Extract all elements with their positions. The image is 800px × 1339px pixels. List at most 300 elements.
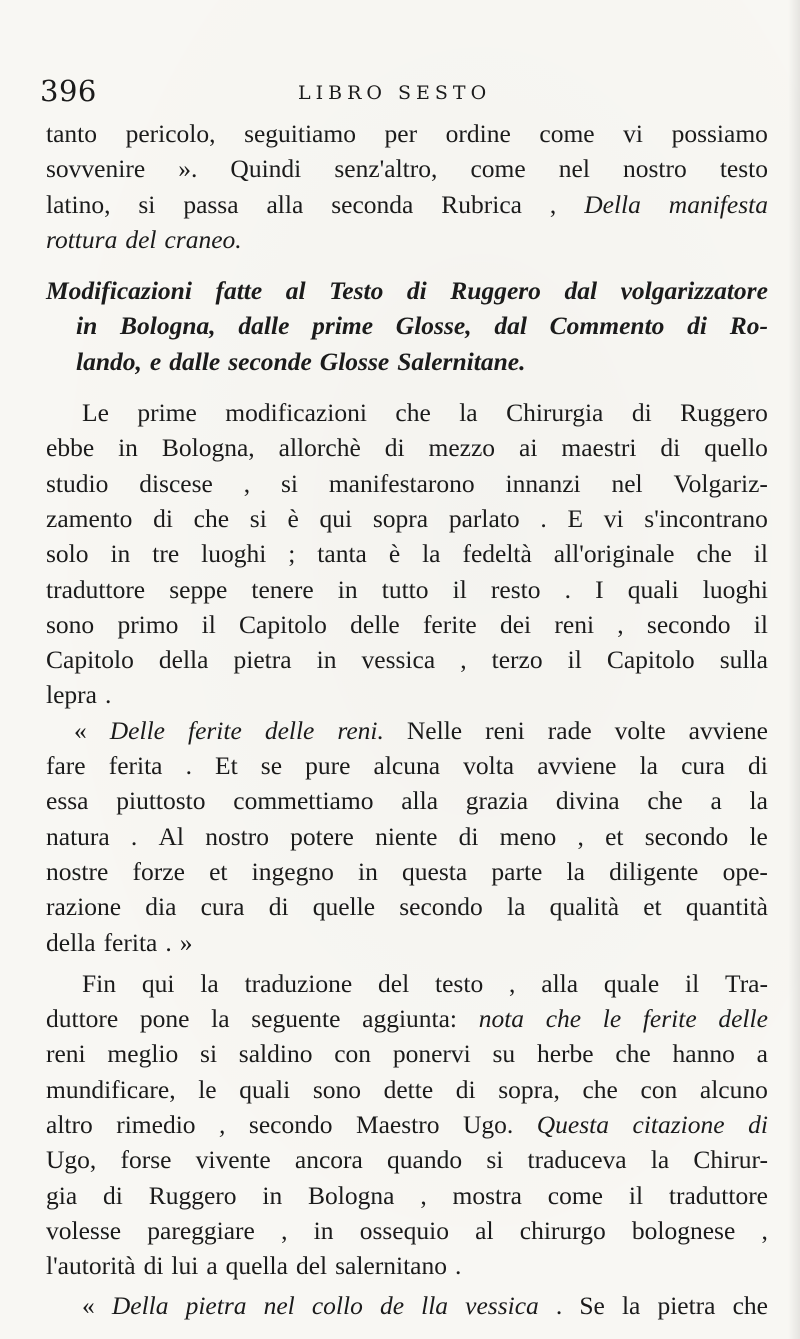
word: innanzi	[505, 468, 581, 498]
text-line	[46, 222, 768, 257]
word: forse	[120, 1145, 172, 1175]
word: ,	[577, 821, 584, 851]
word: nostre	[46, 856, 109, 886]
word: Se	[579, 1290, 605, 1320]
word: ferite	[422, 609, 477, 639]
word: le	[749, 821, 768, 851]
word: ferite	[642, 1004, 697, 1034]
word: al	[285, 276, 306, 306]
word: pietra	[185, 1290, 247, 1320]
word: latino,	[46, 189, 111, 219]
text-line	[46, 925, 768, 960]
word: ponervi	[392, 1039, 471, 1069]
word: quelle	[312, 892, 376, 922]
word: all'originale	[553, 539, 675, 569]
word: del	[378, 968, 410, 998]
word: gia	[46, 1180, 78, 1210]
word: ope-	[722, 856, 768, 886]
word: quali	[239, 1074, 291, 1104]
word: Commento	[549, 311, 665, 341]
word: quello	[704, 433, 768, 463]
word: .	[165, 927, 172, 957]
word: come	[470, 154, 526, 184]
word: ordine	[445, 119, 511, 148]
word: secondo	[399, 892, 483, 922]
word: cura	[200, 892, 245, 922]
word: la	[650, 1145, 670, 1175]
word: Ruggero	[680, 398, 768, 428]
word: ferite	[187, 715, 242, 745]
word: quando	[387, 1145, 463, 1175]
word: Al	[158, 821, 184, 851]
word: pone	[139, 1004, 190, 1034]
word: le	[198, 1074, 217, 1104]
word: si	[280, 468, 298, 498]
word: di	[143, 1251, 164, 1281]
word: dia	[145, 892, 177, 922]
word: la	[459, 398, 478, 428]
word: Tra-	[725, 968, 768, 998]
word: che	[395, 398, 431, 428]
word: in	[313, 1215, 334, 1245]
word: vivente	[195, 1145, 271, 1175]
word: pareggiare	[147, 1215, 255, 1245]
word: Capitolo	[46, 645, 134, 675]
word: saldino	[238, 1039, 313, 1069]
word: Chirurgia	[506, 398, 604, 428]
word: prime	[312, 311, 374, 341]
word: di	[384, 433, 405, 463]
word: grazia	[465, 786, 529, 816]
word: citazione	[632, 1110, 725, 1140]
word: allorchè	[278, 433, 361, 463]
word: sopra	[372, 503, 429, 533]
word: pure	[305, 751, 351, 781]
word: chirurgo	[519, 1215, 606, 1245]
word: resto	[490, 574, 541, 604]
word: seconda	[331, 189, 414, 219]
text-line	[46, 1072, 768, 1107]
word: et	[209, 856, 228, 886]
text-line	[46, 501, 768, 536]
word: testo	[719, 154, 768, 184]
word: .	[130, 821, 138, 851]
word: herbe	[536, 1039, 594, 1069]
word: ,	[420, 1180, 427, 1210]
word: Glosse,	[395, 311, 472, 341]
word: di	[748, 751, 768, 781]
text-line	[46, 889, 768, 924]
word: alla	[541, 968, 579, 998]
text-line	[46, 1142, 768, 1177]
body-text	[46, 116, 768, 1323]
word: il	[685, 968, 700, 998]
word: sovvenire	[46, 154, 146, 184]
word: che	[696, 539, 732, 569]
word: »	[179, 927, 193, 957]
word: sulla	[719, 645, 768, 675]
word: nostro	[622, 154, 687, 184]
paragraph-gap	[46, 379, 768, 395]
word: che	[732, 1290, 768, 1320]
running-head: LIBRO SESTO	[298, 82, 492, 104]
word: in	[110, 539, 131, 569]
word: al	[475, 1215, 494, 1245]
word: ,	[509, 968, 516, 998]
word: delle	[350, 609, 400, 639]
word: Ugo,	[46, 1145, 97, 1175]
word: s'incontrano	[644, 503, 768, 533]
word: Testo	[329, 276, 384, 306]
word: tre	[152, 539, 180, 569]
section-heading	[46, 273, 768, 379]
word: studio	[46, 468, 109, 498]
word: .	[455, 1251, 462, 1281]
word: alla	[266, 189, 304, 219]
word: di	[631, 398, 652, 428]
word: potere	[290, 821, 354, 851]
word: seppe	[169, 574, 228, 604]
paragraph	[46, 966, 768, 1284]
word: nostro	[205, 821, 269, 851]
word: tenere	[251, 574, 314, 604]
word: di	[153, 503, 173, 533]
word: nota	[478, 1004, 525, 1034]
word: che	[647, 786, 683, 816]
word: che	[582, 1074, 618, 1104]
text-line	[46, 430, 768, 465]
word: .	[185, 751, 192, 781]
word: in	[316, 645, 337, 675]
text-line	[46, 466, 768, 501]
word: Fin	[82, 968, 117, 998]
text-line	[46, 854, 768, 889]
word: seconde	[228, 346, 312, 376]
word: alcuno	[699, 1074, 768, 1104]
text-line	[46, 642, 768, 677]
word: avviene	[537, 751, 617, 781]
word: reni	[46, 1039, 86, 1069]
word: come	[539, 119, 595, 148]
word: luoghi	[201, 539, 267, 569]
word: Bologna,	[161, 433, 255, 463]
word: vessica	[465, 1290, 539, 1320]
word: tutto	[381, 574, 429, 604]
word: mezzo	[428, 433, 496, 463]
word: qualità	[549, 892, 620, 922]
word: di	[748, 1110, 768, 1140]
word: bolognese	[631, 1215, 736, 1245]
word: vi	[603, 503, 624, 533]
word: lando,	[76, 346, 142, 376]
word: E	[567, 503, 584, 533]
word: nel	[558, 154, 590, 184]
word: secondo	[646, 609, 731, 639]
word: con	[640, 1074, 678, 1104]
word: traduttore	[46, 574, 146, 604]
text-line	[46, 819, 768, 854]
word: passa	[183, 189, 239, 219]
text-line	[46, 966, 768, 1001]
word: Salernitane.	[397, 346, 526, 376]
text-line	[46, 1107, 768, 1142]
word: diligente	[609, 856, 699, 886]
word: dal	[494, 311, 527, 341]
word: di	[103, 1180, 123, 1210]
word: rade	[547, 715, 592, 745]
text-line	[46, 273, 768, 308]
text-line	[46, 783, 768, 818]
word: Bologna,	[120, 311, 216, 341]
page-number: 396	[40, 74, 97, 108]
word: ossequio	[359, 1215, 449, 1245]
word: Della	[584, 189, 641, 219]
word: dalle	[238, 311, 290, 341]
paragraph	[46, 395, 768, 713]
word: di	[268, 892, 289, 922]
word: altro	[46, 1110, 93, 1140]
word: ,	[281, 1215, 288, 1245]
paragraph-gap	[46, 257, 768, 273]
word: Maestro	[355, 1110, 440, 1140]
word: traduzione	[244, 968, 353, 998]
word: natura	[46, 821, 110, 851]
word: duttore	[46, 1004, 119, 1034]
word: dalle	[169, 346, 221, 376]
word: senz'altro,	[334, 154, 438, 184]
word: si	[200, 1039, 218, 1069]
word: cura	[681, 751, 725, 781]
page-edge-shadow	[788, 0, 800, 1339]
word: secondo	[644, 821, 729, 851]
word: seguente	[251, 1004, 341, 1034]
word: terzo	[491, 645, 543, 675]
word: collo	[311, 1290, 363, 1320]
word: di	[660, 433, 681, 463]
word: ,	[219, 1110, 226, 1140]
word: razione	[46, 892, 122, 922]
word: in	[337, 574, 358, 604]
word: Glosse	[319, 346, 390, 376]
word: ;	[288, 539, 296, 569]
word: sopra,	[498, 1074, 560, 1104]
word: il	[753, 609, 768, 639]
word: il	[753, 539, 768, 569]
word: è	[388, 539, 401, 569]
word: l'autorità	[46, 1251, 136, 1281]
word: parlato	[448, 503, 520, 533]
word: pietra	[657, 1290, 716, 1320]
word: manifesta	[668, 189, 768, 219]
word: «	[82, 1290, 95, 1320]
word: della	[46, 927, 96, 957]
word: e	[149, 346, 162, 376]
paragraph	[46, 1288, 768, 1323]
word: et	[643, 892, 662, 922]
word: traduttore	[668, 1180, 768, 1210]
word: piuttosto	[116, 786, 206, 816]
word: pericolo,	[125, 119, 216, 148]
word: pietra	[233, 645, 292, 675]
word: lla	[421, 1290, 449, 1320]
word: Modificazioni	[46, 276, 192, 306]
word: è	[287, 503, 299, 533]
word: Della	[111, 1290, 169, 1320]
word: modificazioni	[225, 398, 367, 428]
word: di	[458, 821, 479, 851]
word: discese	[139, 468, 213, 498]
word: craneo.	[164, 224, 242, 254]
word: in	[118, 433, 138, 463]
word: zamento	[46, 503, 133, 533]
word: ,	[549, 189, 557, 219]
word: possiamo	[671, 119, 768, 148]
text-line	[46, 1213, 768, 1248]
word: fare	[46, 751, 86, 781]
text-line	[46, 1248, 768, 1283]
word: a	[206, 1251, 218, 1281]
word: sono	[312, 1074, 361, 1104]
word: ai	[519, 433, 538, 463]
word: il	[201, 609, 216, 639]
word: delle	[264, 715, 315, 745]
word: vessica	[361, 645, 436, 675]
word: hanno	[672, 1039, 735, 1069]
word: ».	[178, 154, 198, 184]
paragraph	[46, 116, 768, 257]
word: di	[455, 1074, 476, 1104]
word: che	[193, 503, 230, 533]
word: quantità	[685, 892, 768, 922]
word: nel	[611, 468, 643, 498]
word: dei	[499, 609, 532, 639]
word: quale	[603, 968, 660, 998]
word: ,	[460, 645, 467, 675]
word: lepra	[46, 680, 97, 710]
word: si	[138, 189, 156, 219]
word: reni	[485, 715, 525, 745]
word: ,	[617, 609, 624, 639]
text-line	[46, 1178, 768, 1213]
paragraph	[46, 713, 768, 960]
word: commettiamo	[233, 786, 374, 816]
word: parte	[491, 856, 543, 886]
word: se	[260, 751, 283, 781]
word: divina	[555, 786, 620, 816]
word: volgarizzatore	[620, 276, 768, 306]
word: rimedio	[116, 1110, 196, 1140]
text-line	[46, 677, 768, 712]
word: Chirur-	[693, 1145, 768, 1175]
word: solo	[46, 539, 89, 569]
word: et	[605, 821, 624, 851]
word: salernitano	[335, 1251, 447, 1281]
text-line	[46, 607, 768, 642]
word: si	[249, 503, 267, 533]
word: qui	[141, 968, 175, 998]
word: Delle	[109, 715, 165, 745]
word: del	[295, 1251, 328, 1281]
word: manifestarono	[328, 468, 475, 498]
word: sono	[46, 609, 95, 639]
word: che	[615, 1039, 651, 1069]
word: si	[486, 1145, 504, 1175]
word: per	[384, 119, 418, 148]
word: .	[555, 1290, 563, 1320]
word: il	[452, 574, 467, 604]
word: Ugo.	[462, 1110, 514, 1140]
text-line	[46, 1001, 768, 1036]
text-line	[46, 395, 768, 430]
word: .	[104, 680, 112, 710]
word: la	[749, 786, 768, 816]
word: tanta	[317, 539, 367, 569]
word: maestri	[561, 433, 637, 463]
word: su	[492, 1039, 516, 1069]
word: la	[507, 892, 526, 922]
word: vi	[623, 119, 644, 148]
word: di	[406, 276, 427, 306]
word: Ruggero	[148, 1180, 237, 1210]
word: ferita	[108, 751, 163, 781]
text-line	[46, 187, 768, 222]
word: la	[639, 751, 658, 781]
word: ancora	[294, 1145, 363, 1175]
word: Questa	[536, 1110, 610, 1140]
word: volesse	[46, 1215, 122, 1245]
word: Capitolo	[239, 609, 327, 639]
word: il	[567, 645, 582, 675]
word: dal	[564, 276, 598, 306]
word: delle	[718, 1004, 768, 1034]
word: aggiunta:	[362, 1004, 458, 1034]
word: quella	[225, 1251, 288, 1281]
word: le	[602, 1004, 622, 1034]
word: seguitiamo	[244, 119, 356, 148]
word: la	[566, 856, 585, 886]
word: Et	[215, 751, 238, 781]
word: testo	[435, 968, 484, 998]
word: niente	[375, 821, 438, 851]
word: in	[358, 856, 378, 886]
word: ,	[243, 468, 251, 498]
word: Quindi	[230, 154, 302, 184]
word: alcuna	[373, 751, 441, 781]
word: la	[211, 1004, 230, 1034]
word: ingegno	[251, 856, 334, 886]
word: che	[545, 1004, 582, 1034]
word: Nelle	[406, 715, 463, 745]
text-line	[46, 344, 768, 379]
word: .	[564, 574, 571, 604]
word: nel	[263, 1290, 295, 1320]
word: ferita	[103, 927, 158, 957]
word: meno	[499, 821, 557, 851]
word: forze	[132, 856, 185, 886]
word: la	[422, 539, 441, 569]
word: in	[76, 311, 98, 341]
word: del	[125, 224, 157, 254]
word: lui	[171, 1251, 199, 1281]
word: .	[540, 503, 547, 533]
text-line	[46, 536, 768, 571]
word: la	[200, 968, 219, 998]
word: prime	[137, 398, 197, 428]
word: primo	[117, 609, 179, 639]
word: alla	[401, 786, 439, 816]
word: dette	[383, 1074, 434, 1104]
word: tanto	[46, 119, 97, 148]
